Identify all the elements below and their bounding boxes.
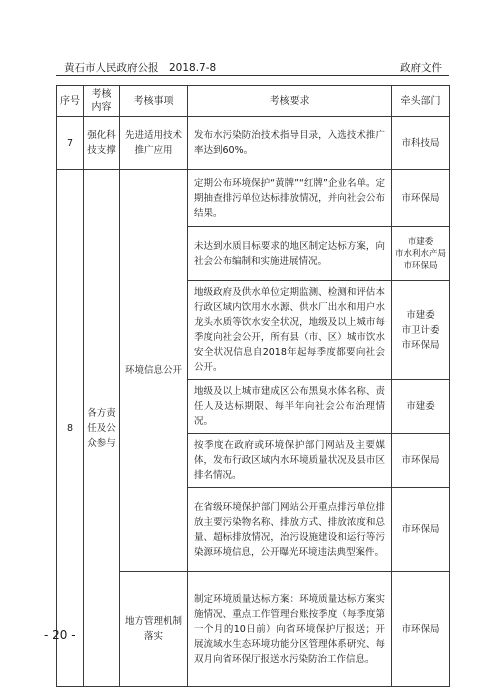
col-header-content: 考核 内容 bbox=[84, 86, 120, 117]
col-header-department: 牵头部门 bbox=[392, 86, 450, 117]
row-requirement: 定期公布环境保护“黄牌”“红牌”企业名单。定期抽查排污单位达标排放情况，并向社会公布结果。 bbox=[188, 170, 392, 227]
row-requirement: 在省级环境保护部门网站公开重点排污单位排放主要污染物名称、排放方式、排放浓度和总量、超标排放情况，治污设施建设和运行等污染源环境信息，公开曝光环境违法典型案件。 bbox=[188, 488, 392, 572]
header-section: 政府文件 bbox=[400, 62, 442, 74]
row-content: 各方责 任及公 众参与 bbox=[84, 170, 120, 687]
row-requirement: 地级及以上城市建成区公布黑臭水体名称、责任人及达标期限、每半年向社会公布治理情况。 bbox=[188, 380, 392, 434]
table-row bbox=[57, 117, 450, 170]
row-department: 市建委 市卫计委 市环保局 bbox=[392, 281, 450, 380]
page-number: - 20 - bbox=[44, 628, 76, 642]
col-header-number: 序号 bbox=[57, 86, 84, 117]
row-department: 市环保局 bbox=[392, 572, 450, 687]
row-department: 市建委 bbox=[392, 380, 450, 434]
row-requirement: 按季度在政府或环境保护部门网站及主要媒体，发布行政区域内水环境质量状况及县市区排名情况。 bbox=[188, 434, 392, 488]
table-header-row bbox=[57, 86, 450, 117]
row-item: 先进适用技术 推广应用 bbox=[120, 117, 188, 170]
row-content: 强化科 技支撑 bbox=[84, 117, 120, 170]
row-requirement: 制定环境质量达标方案：环境质量达标方案实施情况、重点工作管理台账按季度（每季度第一个月的10日前）向省环境保护厅报送；开展流域水生态环境功能分区管理体系研究、每双月向省环保厅报送水污染防治工作信息。 bbox=[188, 572, 392, 687]
table-row bbox=[57, 170, 450, 227]
row-department: 市科技局 bbox=[392, 117, 450, 170]
header-divider bbox=[56, 75, 449, 76]
header-publication: 黄石市人民政府公报 2018.7-8 bbox=[64, 62, 217, 74]
row-number: 7 bbox=[57, 117, 84, 170]
row-requirement: 未达到水质目标要求的地区制定达标方案，向社会公布编制和实施进展情况。 bbox=[188, 227, 392, 281]
row-item: 环境信息公开 bbox=[120, 170, 188, 572]
row-requirement: 地级政府及供水单位定期监测、检测和评估本行政区域内饮用水水源、供水厂出水和用户水龙头水质等饮水安全状况，地级及以上城市每季度向社会公开，所有县（市、区）城市饮水安全状况信息自2018年起每季度都要向社会公开。 bbox=[188, 281, 392, 380]
row-requirement: 发布水污染防治技术指导目录，入选技术推广率达到60%。 bbox=[188, 117, 392, 170]
assessment-table bbox=[56, 85, 450, 687]
col-header-item: 考核事项 bbox=[120, 86, 188, 117]
row-number: 8 bbox=[57, 170, 84, 687]
col-header-requirement: 考核要求 bbox=[188, 86, 392, 117]
row-department: 市环保局 bbox=[392, 170, 450, 227]
row-department: 市环保局 bbox=[392, 488, 450, 572]
row-department: 市建委 市水利水产局 市环保局 bbox=[392, 227, 450, 281]
row-department: 市环保局 bbox=[392, 434, 450, 488]
row-item: 地方管理机制 落实 bbox=[120, 572, 188, 687]
